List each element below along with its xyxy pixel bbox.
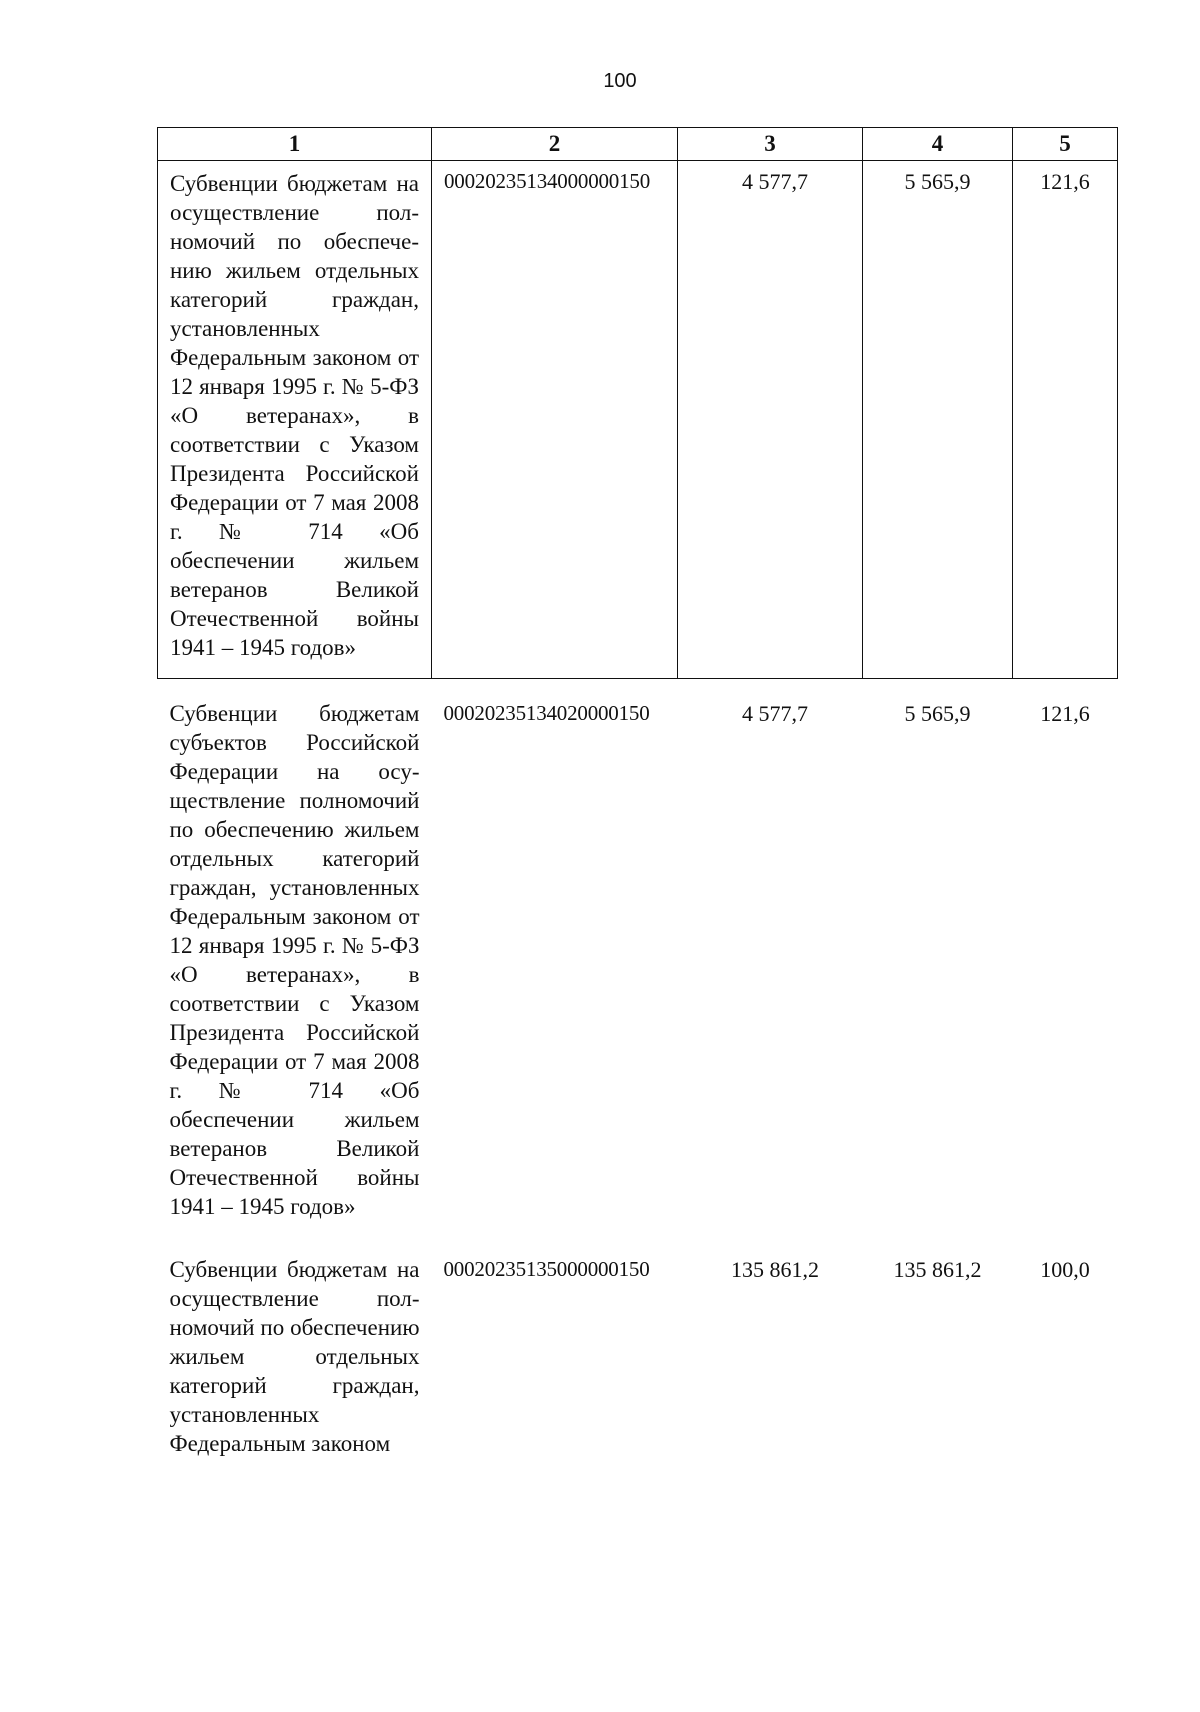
header-col-5: 5 <box>1013 128 1118 161</box>
header-col-3: 3 <box>678 128 863 161</box>
header-col-1: 1 <box>158 128 432 161</box>
page-number: 100 <box>603 70 637 92</box>
row-value-col4: 135 861,2 <box>893 1257 982 1282</box>
row-code: 00020235135000000150 <box>443 1257 650 1281</box>
budget-table <box>157 127 1118 1458</box>
row-code: 00020235134000000150 <box>432 161 678 679</box>
row-value-col5: 100,0 <box>1040 1257 1090 1282</box>
row-description: Субвенции бюджетам на осуществление полномочий по обеспечению жильем отдельных категорий граждан, установленных Федеральным законом <box>169 1257 420 1456</box>
row-value-col4: 5 565,9 <box>904 701 971 726</box>
table-row <box>158 161 1118 679</box>
row-value-col3: 4 577,7 <box>742 701 808 726</box>
row-value-col4: 5 565,9 <box>863 161 1013 679</box>
table-header-row <box>158 128 1118 161</box>
row-value-col5: 121,6 <box>1013 161 1118 679</box>
header-col-2: 2 <box>432 128 678 161</box>
row-code: 00020235134020000150 <box>443 701 650 725</box>
header-col-4: 4 <box>863 128 1013 161</box>
table-row <box>158 1233 1118 1458</box>
table-row <box>158 679 1118 1234</box>
row-description: Субвенции бюджетам на осуществление полномочий по обеспечению жильем отдельных категорий граждан, установленных Федеральным законом от 12 января 1995 г. № 5-ФЗ «О ветеранах», в соответствии с Указом Президента Российской Федерации от 7 мая 2008 г. № 714 «Об обеспечении жильем ветеранов Великой Отечественной войны 1941 – 1945 годов» <box>158 161 432 679</box>
row-value-col3: 135 861,2 <box>731 1257 819 1282</box>
row-description: Субвенции бюджетам субъектов Российской Федерации на осуществление полномочий по обеспечению жильем отдельных категорий граждан, установленных Федеральным законом от 12 января 1995 г. № 5-ФЗ «О ветеранах», в соответствии с Указом Президента Российской Федерации от 7 мая 2008 г. № 714 «Об обеспечении жильем ветеранов Великой Отечественной войны 1941 – 1945 годов» <box>169 701 420 1219</box>
row-value-col5: 121,6 <box>1040 701 1090 726</box>
row-value-col3: 4 577,7 <box>678 161 863 679</box>
